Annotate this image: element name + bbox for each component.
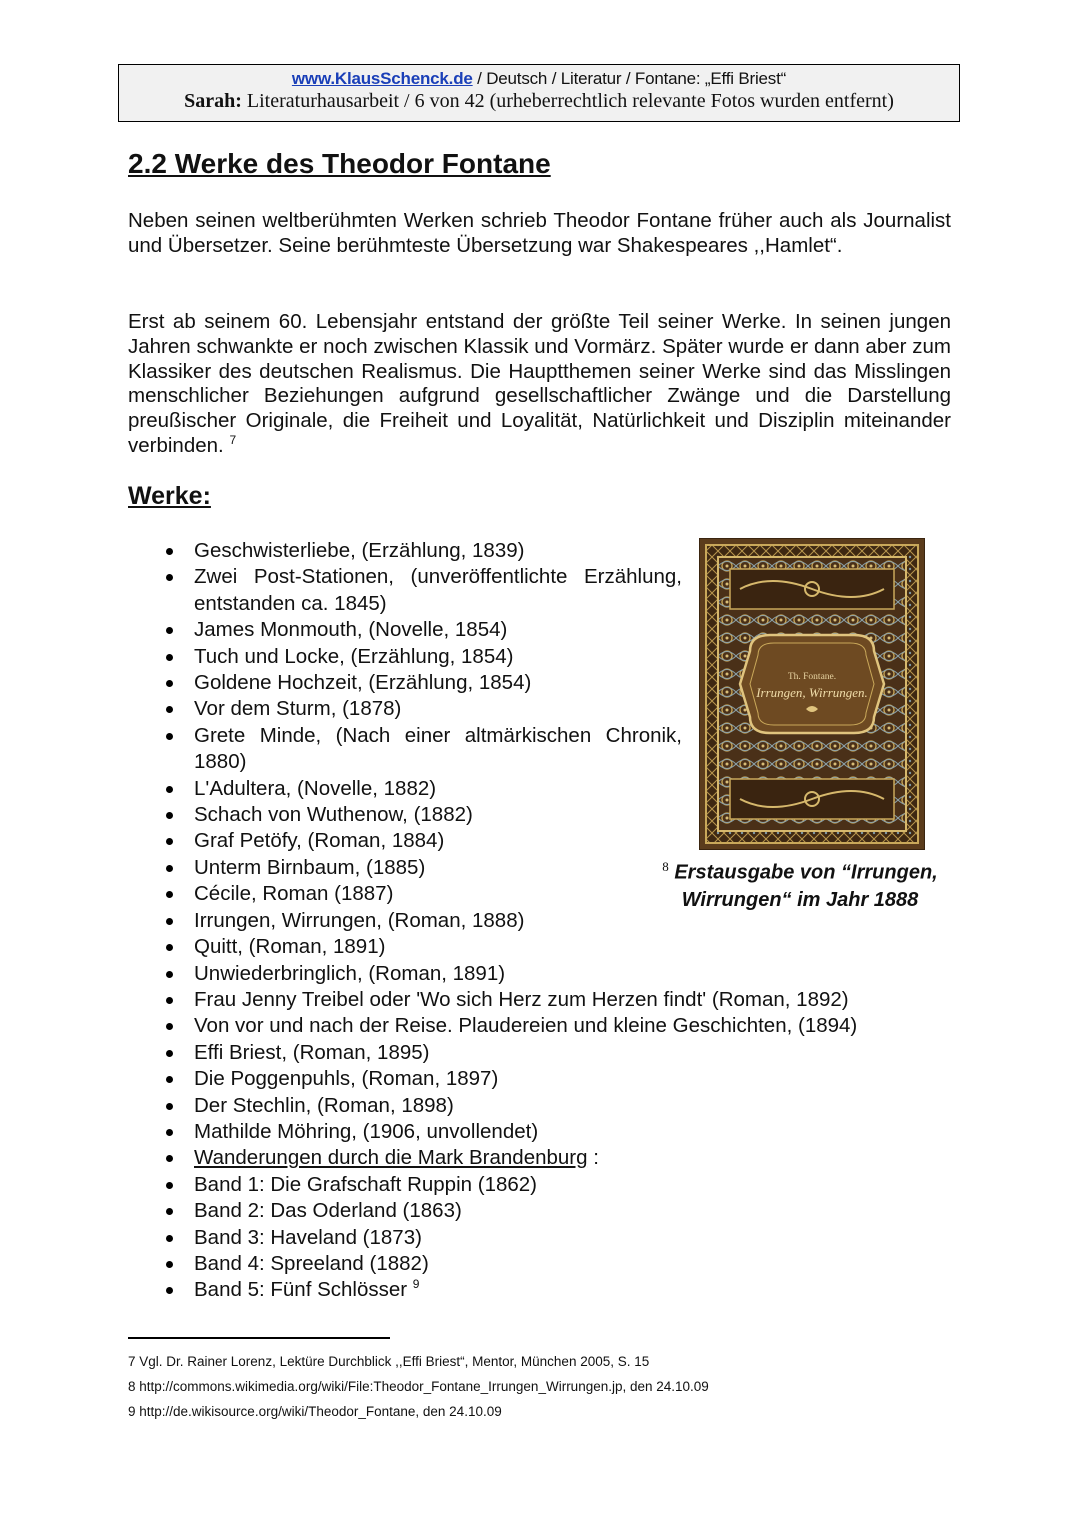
last-work-text: Band 5: Fünf Schlösser: [194, 1278, 408, 1302]
list-item: Irrungen, Wirrungen, (Roman, 1888): [194, 908, 694, 934]
wanderungen-suffix: :: [587, 1146, 599, 1170]
themes-paragraph: [128, 310, 951, 459]
list-item: Frau Jenny Treibel oder 'Wo sich Herz zum Herzen findt' (Roman, 1892): [194, 987, 954, 1013]
list-item: Band 3: Haveland (1873): [194, 1225, 694, 1251]
list-item: Band 1: Die Grafschaft Ruppin (1862): [194, 1172, 694, 1198]
header-path: / Deutsch / Literatur / Fontane: „Effi Briest“: [472, 69, 787, 88]
caption-line-1: Erstausgabe von “Irrungen,: [674, 861, 938, 884]
list-item: Grete Minde, (Nach einer altmärkischen Chronik, 1880): [194, 723, 682, 776]
list-item: Cécile, Roman (1887): [194, 881, 694, 907]
book-author-label: Th. Fontane.: [787, 672, 837, 682]
header-line-1: [119, 69, 959, 89]
book-cover-image: [700, 539, 924, 849]
footnote-divider: [128, 1337, 390, 1339]
works-heading: Werke:: [128, 482, 211, 510]
list-item: Effi Briest, (Roman, 1895): [194, 1040, 694, 1066]
list-item: Quitt, (Roman, 1891): [194, 934, 694, 960]
list-item: [194, 1145, 694, 1171]
wanderungen-title: Wanderungen durch die Mark Brandenburg: [194, 1146, 588, 1170]
list-item: Die Poggenpuhls, (Roman, 1897): [194, 1066, 694, 1092]
list-item: Unterm Birnbaum, (1885): [194, 855, 694, 881]
footnote-ref-7: 7: [229, 433, 237, 448]
list-item: Vor dem Sturm, (1878): [194, 696, 694, 722]
list-item: Mathilde Möhring, (1906, unvollendet): [194, 1119, 694, 1145]
list-item: Unwiederbringlich, (Roman, 1891): [194, 961, 694, 987]
list-item: Tuch und Locke, (Erzählung, 1854): [194, 644, 694, 670]
list-item: L'Adultera, (Novelle, 1882): [194, 776, 694, 802]
footnote-8: 8 http://commons.wikimedia.org/wiki/File:Theodor_Fontane_Irrungen_Wirrungen.jp, den 24.10.09: [128, 1379, 709, 1394]
intro-paragraph: Neben seinen weltberühmten Werken schrieb Theodor Fontane früher auch als Journalist und Übersetzer. Seine berühmteste Übersetzung war Shakespeares ,,Hamlet“.: [128, 209, 951, 257]
list-item: James Monmouth, (Novelle, 1854): [194, 617, 694, 643]
footnote-7: 7 Vgl. Dr. Rainer Lorenz, Lektüre Durchblick ,,Effi Briest“, Mentor, München 2005, S. 15: [128, 1354, 650, 1369]
book-title-label: Irrungen, Wirrungen.: [756, 685, 868, 700]
list-item: Band 2: Das Oderland (1863): [194, 1198, 694, 1224]
list-item: Geschwisterliebe, (Erzählung, 1839): [194, 538, 694, 564]
list-item: Der Stechlin, (Roman, 1898): [194, 1093, 694, 1119]
caption-line-2: Wirrungen“ im Jahr 1888: [681, 888, 919, 911]
list-item: Zwei Post-Stationen, (unveröffentlichte Erzählung, entstanden ca. 1845): [194, 564, 682, 617]
themes-paragraph-text: Erst ab seinem 60. Lebensjahr entstand der größte Teil seiner Werke. In seinen jungen Jahren schwankte er noch zwischen Klassik und Vormärz. Später wurde er dann aber zum Klassiker des deutschen Realismus. Die Hauptthemen seiner Werke sind das Misslingen menschlicher Beziehungen aufgrund gesellschaftlicher Zwänge und die Darstellung preußischer Originale, die Freiheit und Loyalität, Natürlichkeit und Disziplin miteinander verbinden.: [128, 310, 951, 457]
list-item: Goldene Hochzeit, (Erzählung, 1854): [194, 670, 694, 696]
list-item: Band 4: Spreeland (1882): [194, 1251, 694, 1277]
list-item: Graf Petöfy, (Roman, 1884): [194, 828, 694, 854]
list-item: Schach von Wuthenow, (1882): [194, 802, 694, 828]
header-line-2: [119, 90, 959, 113]
image-caption: [640, 853, 960, 914]
footnote-9: 9 http://de.wikisource.org/wiki/Theodor_Fontane, den 24.10.09: [128, 1404, 502, 1419]
footnotes: [128, 1349, 1028, 1424]
header-author: Sarah:: [184, 90, 242, 112]
section-title: 2.2 Werke des Theodor Fontane: [128, 148, 551, 179]
caption-ref: 8: [662, 859, 669, 874]
page-header: [118, 64, 960, 122]
site-link[interactable]: www.KlausSchenck.de: [291, 69, 473, 88]
footnote-ref-9: 9: [412, 1277, 420, 1292]
list-item: [194, 1277, 694, 1303]
list-item: Von vor und nach der Reise. Plaudereien und kleine Geschichten, (1894): [194, 1013, 954, 1039]
header-subtitle: Literaturhausarbeit / 6 von 42 (urheberrechtlich relevante Fotos wurden entfernt): [241, 90, 894, 112]
